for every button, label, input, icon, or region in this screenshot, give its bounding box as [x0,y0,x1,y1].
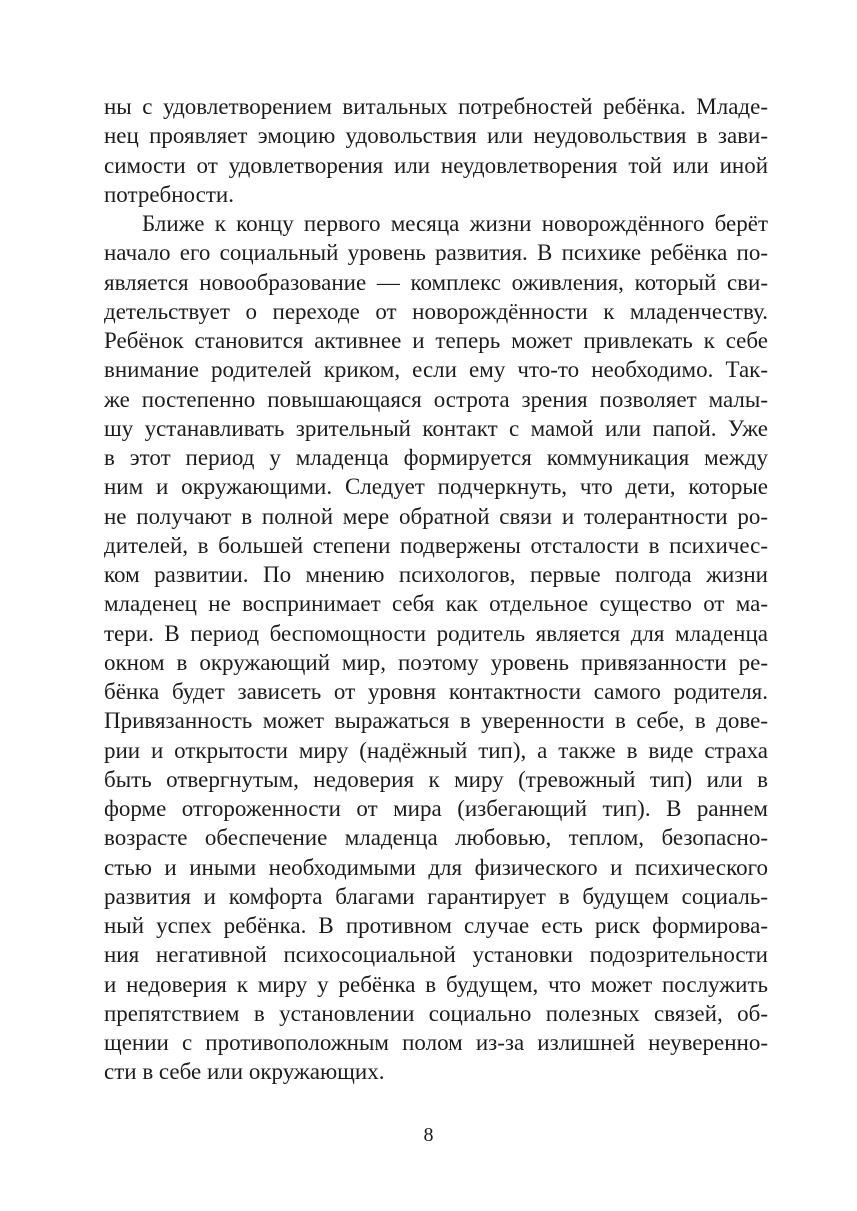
text-line: стью и иными необходимыми для физического и психического [104,854,768,880]
text-line: Привязанность может выражаться в уверенности в себе, в дове- [104,708,768,734]
text-line: и недоверия к миру у ребёнка в будущем, что может послужить [104,971,768,997]
text-line: является новообразование — комплекс оживления, который сви- [104,269,768,295]
text-line: в этот период у младенца формируется коммуникация между [104,445,768,470]
text-line: сти в себе или окружающих. [104,1059,385,1085]
text-line: форме отгороженности от мира (избегающий тип). В раннем [104,796,768,821]
body-text [104,92,768,1087]
text-line: шу устанавливать зрительный контакт с мамой или папой. Уже [104,415,768,441]
paragraph-2 [104,209,768,1087]
text-line: рии и открытости миру (надёжный тип), а также в виде страха [104,737,768,763]
text-line: нец проявляет эмоцию удовольствия или неудовольствия в зави- [104,123,768,149]
text-line: развития и комфорта благами гарантирует в будущем социаль- [104,883,768,909]
text-line: ним и окружающими. Следует подчеркнуть, что дети, которые [104,474,768,500]
text-line: дителей, в большей степени подвержены отсталости в психичес- [104,532,768,558]
text-line: внимание родителей криком, если ему что-то необходимо. Так- [104,357,768,383]
paragraph-1 [104,92,768,209]
text-line: младенец не воспринимает себя как отдельное существо от ма- [104,591,768,617]
text-line: ны с удовлетворением витальных потребностей ребёнка. Младе- [104,94,768,119]
text-line: щении с противоположным полом из-за излишней неуверенно- [104,1030,768,1055]
page-number: 8 [423,1124,434,1146]
text-line: тери. В период беспомощности родитель является для младенца [104,620,768,646]
text-line: симости от удовлетворения или неудовлетворения той или иной [104,152,768,178]
text-line: быть отвергнутым, недоверия к миру (тревожный тип) или в [104,766,768,792]
text-line: потребности. [104,181,234,207]
text-line: начало его социальный уровень развития. В психике ребёнка по- [104,240,768,266]
text-line: детельствует о переходе от новорождённости к младенчеству. [104,298,768,324]
text-line: бёнка будет зависеть от уровня контактности самого родителя. [104,679,768,704]
text-line: окном в окружающий мир, поэтому уровень привязанности ре- [104,649,768,675]
text-line: Ребёнок становится активнее и теперь может привлекать к себе [104,328,768,353]
text-line: же постепенно повышающаяся острота зрения позволяет малы- [104,386,768,412]
text-line: Ближе к концу первого месяца жизни новорождённого берёт [142,211,768,236]
text-line: возрасте обеспечение младенца любовью, теплом, безопасно- [104,825,768,851]
text-line: ный успех ребёнка. В противном случае есть риск формирова- [104,913,768,938]
text-line: препятствием в установлении социально полезных связей, об- [104,1000,768,1026]
text-line: ния негативной психосоциальной установки подозрительности [104,942,768,968]
text-line: ком развитии. По мнению психологов, первые полгода жизни [104,562,768,587]
text-line: не получают в полной мере обратной связи и толерантности ро- [104,503,768,529]
